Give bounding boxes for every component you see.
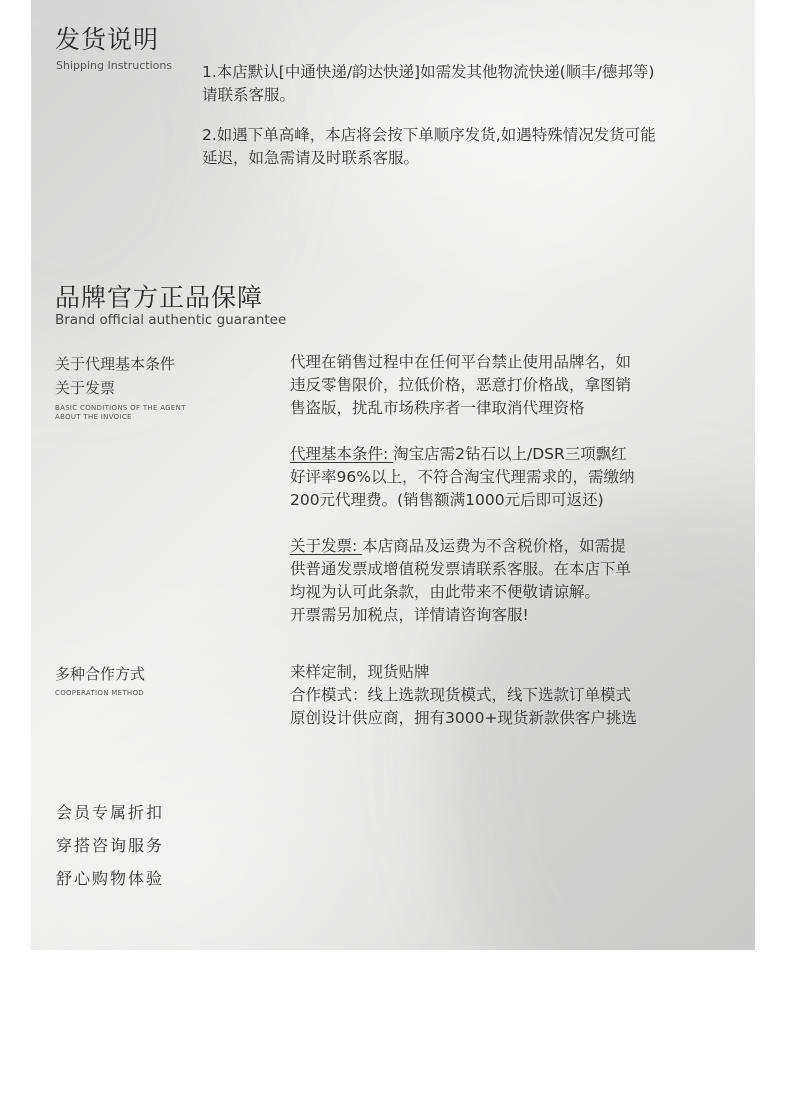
perk-item: 会员专属折扣 <box>56 803 165 822</box>
brand-title: 品牌官方正品保障 <box>55 283 264 312</box>
invoice-heading: 关于发票: <box>290 537 363 555</box>
paragraph-line: 原创设计供应商，拥有3000+现货新款供客户挑选 <box>290 709 637 727</box>
info-panel <box>31 0 755 950</box>
paragraph-line: 合作模式：线上选款现货模式，线下选款订单模式 <box>290 686 632 704</box>
shipping-note <box>202 61 654 107</box>
cooperation-label-en: COOPERATION METHOD <box>55 689 144 697</box>
cooperation-paragraph <box>290 661 637 730</box>
shipping-note <box>202 124 656 170</box>
perk-item: 舒心购物体验 <box>56 869 165 888</box>
shipping-note-line: 2.如遇下单高峰，本店将会按下单顺序发货,如遇特殊情况发货可能 <box>202 126 656 144</box>
cooperation-label: 多种合作方式 <box>55 665 146 683</box>
paragraph-line: 来样定制，现货贴牌 <box>290 663 430 681</box>
shipping-note-line: 延迟，如急需请及时联系客服。 <box>202 149 420 167</box>
paragraph-line: 代理在销售过程中在任何平台禁止使用品牌名，如 <box>290 353 632 371</box>
paragraph-text: 本店商品及运费为不含税价格，如需提 <box>362 537 626 555</box>
shipping-note-line: 1.本店默认[中通快递/韵达快递]如需发其他物流快递(顺丰/德邦等) <box>202 63 655 81</box>
agent-labels <box>55 352 186 422</box>
shipping-subtitle: Shipping Instructions <box>56 59 173 72</box>
paragraph-line: 开票需另加税点，详情请咨询客服! <box>290 606 529 624</box>
agent-label: 关于代理基本条件 <box>55 355 176 373</box>
agent-rules-paragraph <box>290 351 631 420</box>
invoice-label-en: ABOUT THE INVOICE <box>55 413 132 421</box>
brand-subtitle: Brand official authentic guarantee <box>55 312 287 328</box>
paragraph-line: 售盗版，扰乱市场秩序者一律取消代理资格 <box>290 399 585 417</box>
paragraph-line: 好评率96%以上，不符合淘宝代理需求的，需缴纳 <box>290 468 635 486</box>
paragraph-text: 淘宝店需2钻石以上/DSR三项飘红 <box>393 445 627 463</box>
perk-item: 穿搭咨询服务 <box>56 836 165 855</box>
agent-conditions-heading: 代理基本条件: <box>290 445 394 463</box>
paragraph-line: 200元代理费。(销售额满1000元后即可返还) <box>290 491 604 509</box>
paragraph-line: 违反零售限价，拉低价格，恶意打价格战，拿图销 <box>290 376 632 394</box>
agent-conditions-paragraph <box>290 443 634 512</box>
invoice-paragraph <box>290 535 631 627</box>
paragraph-line <box>290 443 634 466</box>
paragraph-line <box>290 535 631 558</box>
shipping-title: 发货说明 <box>55 25 160 54</box>
invoice-label: 关于发票 <box>55 379 116 397</box>
shipping-note-line: 请联系客服。 <box>202 86 296 104</box>
agent-label-en: BASIC CONDITIONS OF THE AGENT <box>55 404 186 412</box>
paragraph-line: 供普通发票成增值税发票请联系客服。在本店下单 <box>290 560 632 578</box>
cooperation-labels <box>55 662 145 698</box>
paragraph-line: 均视为认可此条款，由此带来不便敬请谅解。 <box>290 583 601 601</box>
